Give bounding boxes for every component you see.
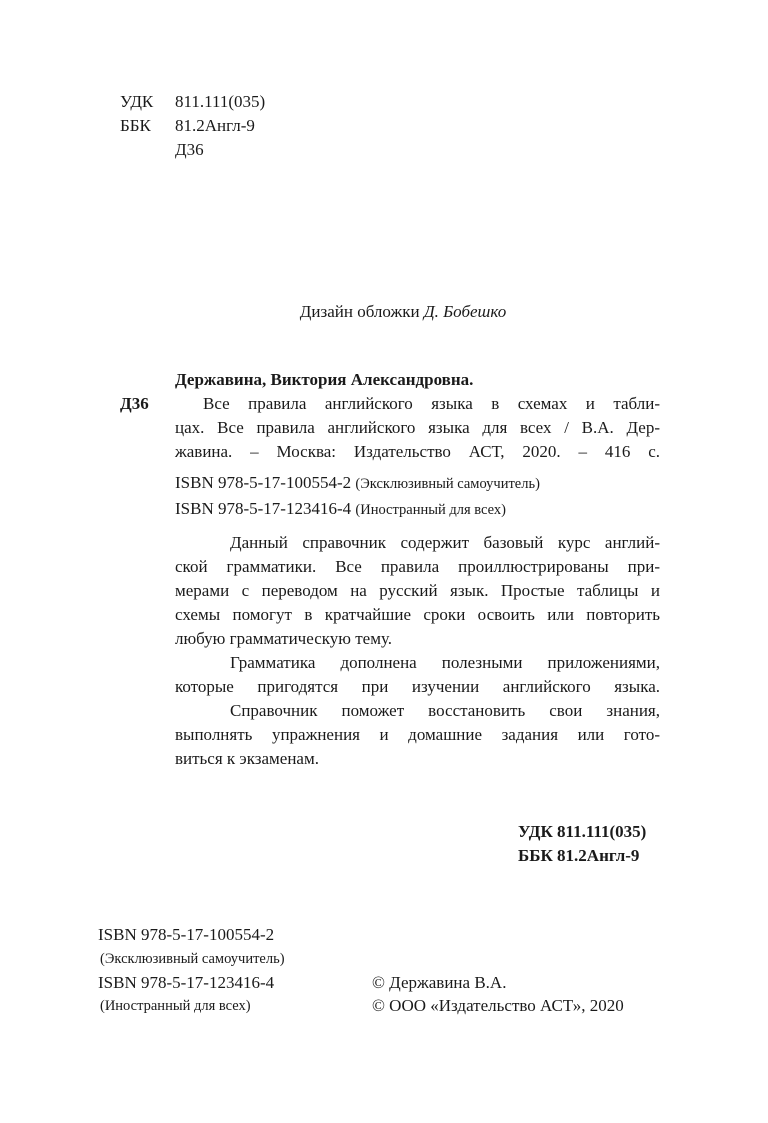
bbk-value: 81.2Англ-9 bbox=[175, 116, 255, 135]
description-line: жавина. – Москва: Издательство АСТ, 2020. – 416 с. bbox=[175, 442, 660, 461]
isbn-note: (Эксклюзивный самоучитель) bbox=[355, 476, 540, 492]
udk-code: УДК 811.111(035) bbox=[518, 822, 647, 841]
udk-value: 811.111(035) bbox=[175, 92, 266, 111]
footer-isbn-note: (Эксклюзивный самоучитель) bbox=[100, 951, 285, 967]
description-line: Все правила английского языка в схемах и табли- bbox=[203, 394, 660, 413]
isbn-number: ISBN 978-5-17-123416-4 bbox=[175, 499, 352, 518]
annotation-line: ской грамматики. Все правила проиллюстрированы при- bbox=[175, 557, 660, 576]
cover-designer: Д. Бобешко bbox=[423, 302, 507, 321]
cover-design-label: Дизайн обложки bbox=[299, 302, 420, 321]
annotation-line: мерами с переводом на русский язык. Простые таблицы и bbox=[175, 581, 660, 600]
description-line: цах. Все правила английского языка для всех / В.А. Дер- bbox=[175, 418, 660, 437]
udk-label: УДК bbox=[120, 92, 154, 111]
annotation-line: которые пригодятся при изучении английского языка. bbox=[175, 677, 660, 696]
copyright-author: © Державина В.А. bbox=[372, 973, 507, 992]
bbk-code: ББК 81.2Англ-9 bbox=[518, 846, 640, 865]
catalog-isbn bbox=[175, 473, 540, 494]
annotation-line: выполнять упражнения и домашние задания или гото- bbox=[175, 725, 660, 744]
cover-design-credit bbox=[0, 302, 768, 322]
footer-isbn: ISBN 978-5-17-100554-2 bbox=[98, 925, 275, 944]
catalog-author-mark: Д36 bbox=[120, 394, 149, 413]
author-mark: Д36 bbox=[175, 140, 204, 159]
annotation-line: Данный справочник содержит базовый курс англий- bbox=[230, 533, 660, 552]
isbn-note: (Иностранный для всех) bbox=[355, 502, 506, 518]
annotation-line: Грамматика дополнена полезными приложениями, bbox=[230, 653, 660, 672]
isbn-number: ISBN 978-5-17-100554-2 bbox=[175, 473, 352, 492]
catalog-isbn bbox=[175, 499, 506, 520]
annotation-line: любую грамматическую тему. bbox=[175, 629, 392, 648]
annotation-line: виться к экзаменам. bbox=[175, 749, 319, 768]
bbk-label: ББК bbox=[120, 116, 151, 135]
footer-isbn-note: (Иностранный для всех) bbox=[100, 998, 251, 1014]
copyright-publisher: © ООО «Издательство АСТ», 2020 bbox=[372, 996, 624, 1015]
catalog-author: Державина, Виктория Александровна. bbox=[175, 370, 474, 389]
annotation-line: Справочник поможет восстановить свои знания, bbox=[230, 701, 660, 720]
footer-isbn: ISBN 978-5-17-123416-4 bbox=[98, 973, 275, 992]
annotation-line: схемы помогут в кратчайшие сроки освоить или повторить bbox=[175, 605, 660, 624]
